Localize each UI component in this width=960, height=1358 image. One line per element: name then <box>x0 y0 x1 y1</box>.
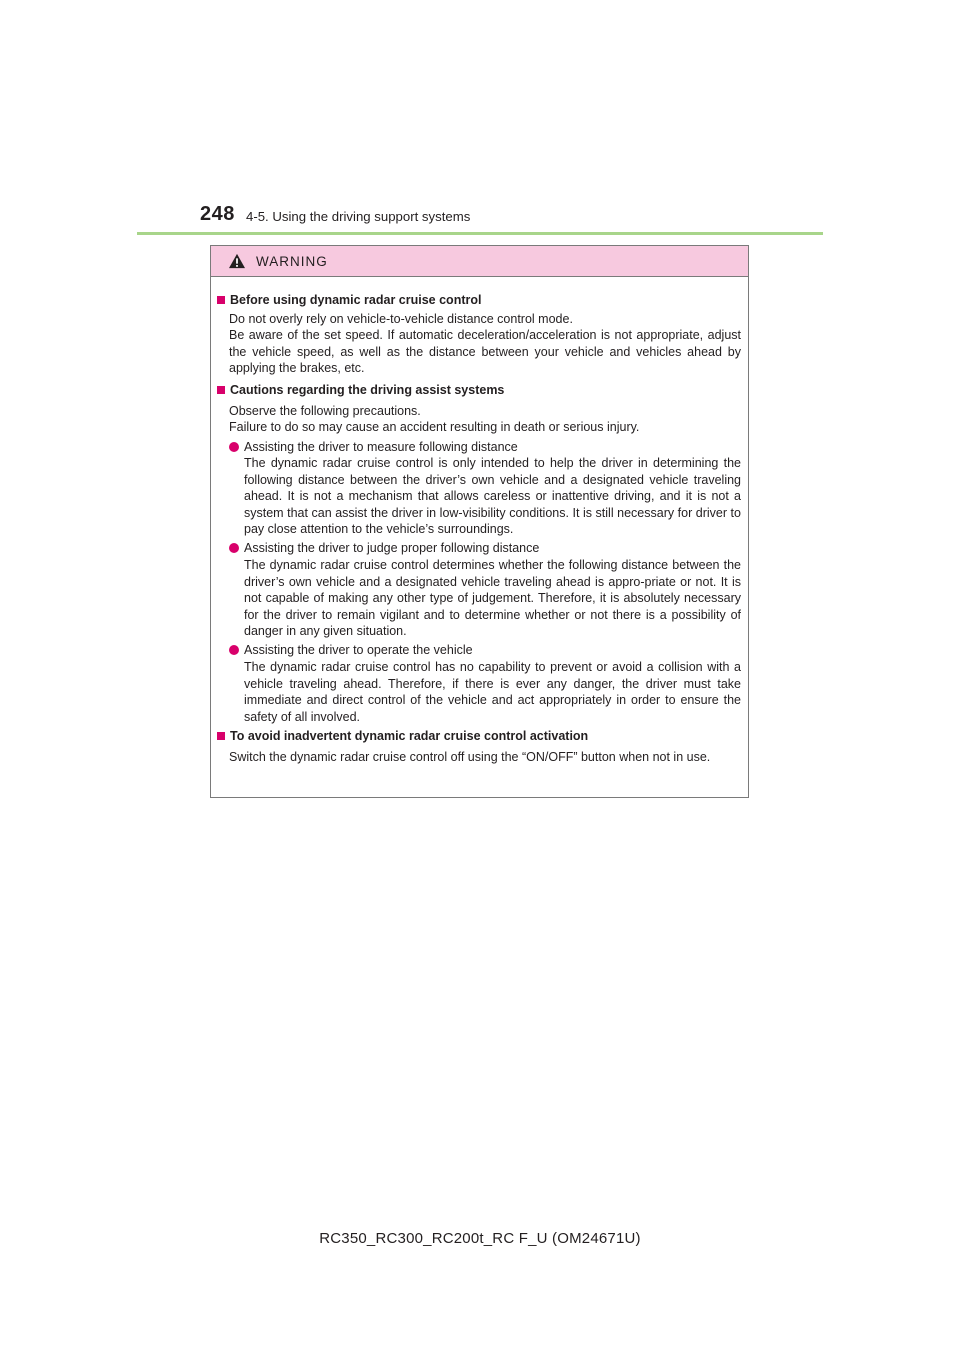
square-bullet-icon <box>217 386 225 394</box>
section-heading: Before using dynamic radar cruise control <box>217 293 481 307</box>
square-bullet-icon <box>217 296 225 304</box>
bullet-text: The dynamic radar cruise control determines whether the following distance between the driver’s own vehicle and a designated vehicle traveling ahead is appro-priate or not. It is not capable of making any other type of judgement. Therefore, it is absolutely necessary for the driver to remain vigilant and to determine whether or not there is a possibility of danger in any given situation. <box>244 558 741 639</box>
paragraph: Be aware of the set speed. If automatic deceleration/acceleration is not appropriate, adjust the vehicle speed, as well as the distance between your vehicle and vehicles ahead by applying the brakes, etc. <box>229 328 741 376</box>
warning-header <box>211 246 748 277</box>
bullet-heading: Assisting the driver to operate the vehicle <box>229 643 473 657</box>
section-title: 4-5. Using the driving support systems <box>246 209 471 224</box>
warning-title: WARNING <box>256 253 328 269</box>
warning-box <box>210 245 749 798</box>
bullet-text: The dynamic radar cruise control has no capability to prevent or avoid a collision with a vehicle traveling ahead. Therefore, if there is ever any danger, the driver must take immediate and direct control of the vehicle and act appropriately in order to ensure the safety of all involved. <box>244 660 741 724</box>
square-bullet-icon <box>217 732 225 740</box>
warning-body <box>211 277 748 797</box>
warning-triangle-icon <box>228 253 246 269</box>
page-number: 248 <box>200 203 235 225</box>
manual-code: RC350_RC300_RC200t_RC F_U (OM24671U) <box>319 1230 641 1247</box>
header-rule <box>137 232 823 235</box>
section-heading: To avoid inadvertent dynamic radar cruise control activation <box>217 729 588 743</box>
bullet-text: The dynamic radar cruise control is only intended to help the driver in determining the following distance between the driver’s own vehicle and a designated vehicle traveling ahead. It is not a mechanism that allows careless or inattentive driving, and it is not a system that can assist the driver in low-visibility conditions. It is still necessary for driver to pay close attention to the vehicle’s surroundings. <box>244 456 741 537</box>
bullet-heading: Assisting the driver to measure following distance <box>229 440 518 454</box>
paragraph: Switch the dynamic radar cruise control off using the “ON/OFF” button when not in use. <box>229 750 711 764</box>
paragraph: Do not overly rely on vehicle-to-vehicle distance control mode. <box>229 312 573 326</box>
bullet-heading: Assisting the driver to judge proper following distance <box>229 541 539 555</box>
paragraph: Observe the following precautions. <box>229 404 421 418</box>
section-heading: Cautions regarding the driving assist systems <box>217 383 504 397</box>
round-bullet-icon <box>229 543 239 553</box>
round-bullet-icon <box>229 645 239 655</box>
paragraph: Failure to do so may cause an accident resulting in death or serious injury. <box>229 420 640 434</box>
round-bullet-icon <box>229 442 239 452</box>
